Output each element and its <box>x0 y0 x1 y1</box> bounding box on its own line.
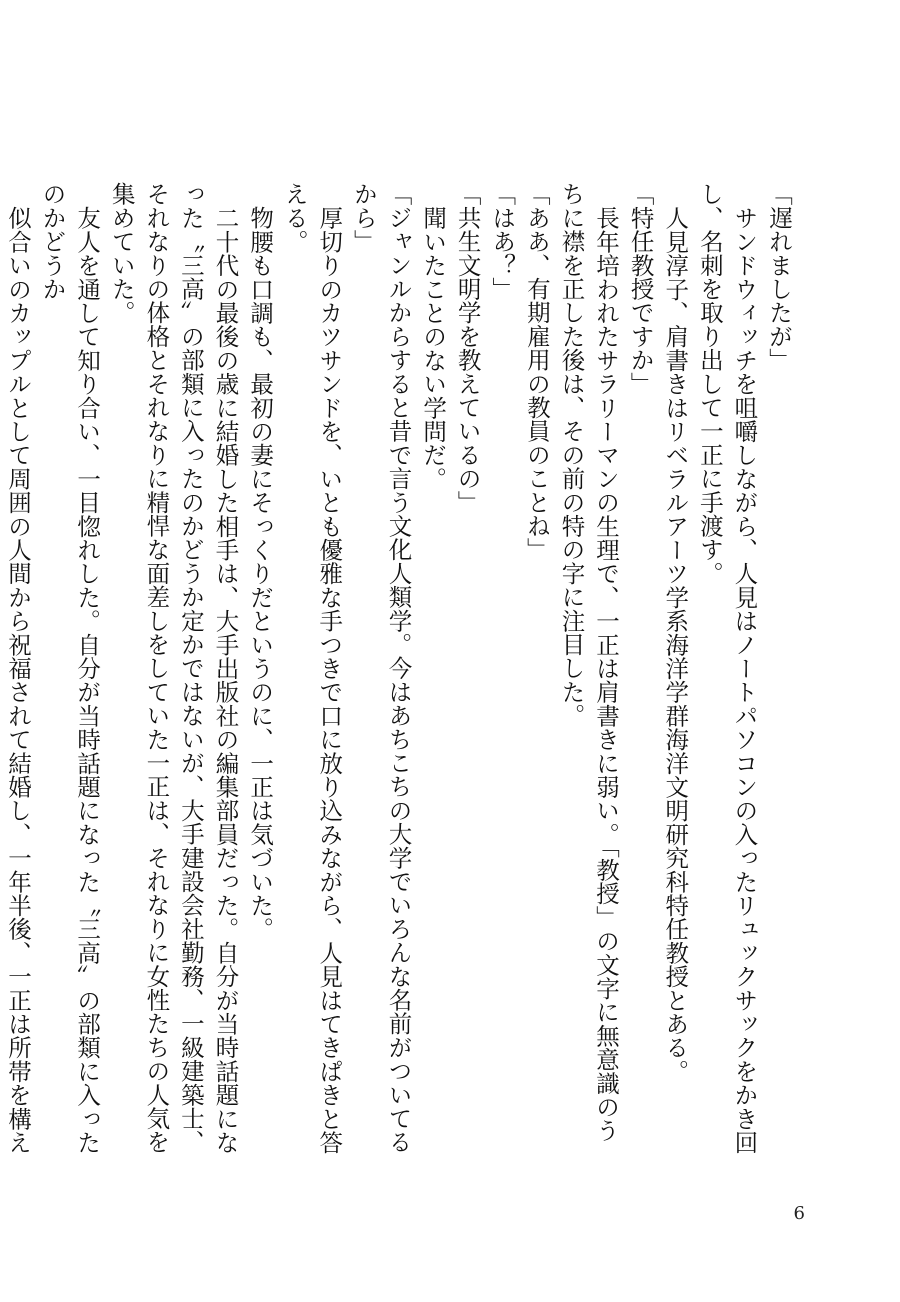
paragraph-10: 「ジャンルからすると昔で言う文化人類学。今はあちこちの大学でいろんな名前がついてるから」 <box>349 182 413 1154</box>
paragraph-7: 「はあ？」 <box>488 182 517 301</box>
paragraph-2: サンドウィッチを咀嚼しながら、人見はノートパソコンの入ったリュックサックをかき回し、名刺を取り出して一正に手渡す。 <box>695 182 759 1154</box>
paragraph-1: 「遅れましたが」 <box>765 182 793 372</box>
paragraph-5: 長年培われたサラリーマンの生理で、一正は肩書きに弱い。「教授」の文字に無意識のうちに襟を正した後は、その前の特の字に注目した。 <box>557 182 621 1142</box>
paragraph-13: 二十代の最後の歳に結婚した相手は、大手出版社の編集部員だった。自分が当時話題になった〝三高〟の部類に入ったのかどうか定かではないが、大手建設会社勤務、一級建築士、それなりの体格とそれなりに精悍な面差しをしていた一正は、それなりに女性たちの人気を集めていた。 <box>107 182 240 1154</box>
paragraph-4: 「特任教授ですか」 <box>626 182 655 396</box>
vertical-text-block <box>3 182 796 1162</box>
page-number: 6 <box>793 1203 805 1224</box>
paragraph-14: 友人を通して知り合い、一目惚れした。自分が当時話題になった〝三高〟の部類に入ったのかどうか <box>38 182 102 1154</box>
paragraph-3: 人見淳子、肩書きはリベラルアーツ学系海洋学群海洋文明研究科特任教授とある。 <box>661 205 690 1083</box>
paragraph-15: 似合いのカップルとして周囲の人間から祝福されて結婚し、一年半後、一正は所帯を構え <box>3 205 32 1154</box>
paragraph-11: 厚切りのカツサンドを、いとも優雅な手つきで口に放り込みながら、人見はてきぱきと答える。 <box>280 182 344 1154</box>
paragraph-8: 「共生文明学を教えているの」 <box>453 182 482 514</box>
paragraph-9: 聞いたことのない学問だ。 <box>419 205 448 490</box>
paragraph-12: 物腰も口調も、最初の妻にそっくりだというのに、一正は気づいた。 <box>246 205 275 941</box>
paragraph-6: 「ああ、有期雇用の教員のことね」 <box>522 182 551 562</box>
